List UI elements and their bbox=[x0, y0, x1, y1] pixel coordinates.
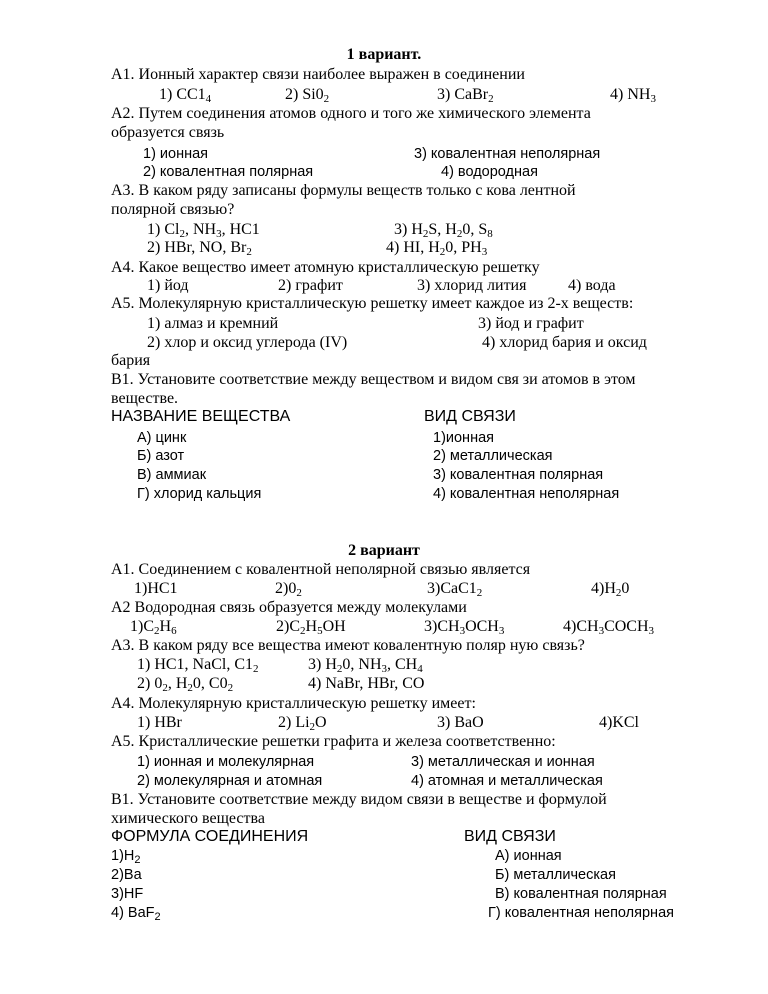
v2-a1-option-3: $3)СаС1_2$ bbox=[427, 580, 483, 599]
v2-a5-option-2: 2) молекулярная и атомная bbox=[137, 773, 323, 789]
v2-a5-option-1: 1) ионная и молекулярная bbox=[137, 754, 315, 770]
v1-a5-option-4-cont: бария bbox=[111, 352, 151, 369]
v1-a3-option-1: 1) $Cl_2$, $NH_3$, НС1 bbox=[147, 221, 260, 240]
v1-a1-option-1: 1) $СС1_4$ bbox=[159, 86, 212, 105]
v1-b1-right-1: 1)ионная bbox=[433, 430, 494, 446]
v1-a5-option-1: 1) алмаз и кремний bbox=[147, 315, 279, 332]
v2-a2-option-4: $4)CH_3COCH_3$ bbox=[563, 618, 655, 637]
v1-a2-option-3: 3) ковалентная неполярная bbox=[414, 146, 601, 162]
v1-a1-option-4: 4) $NH_3$ bbox=[610, 86, 656, 105]
v1-b1-header-right: ВИД СВЯЗИ bbox=[424, 408, 516, 425]
v2-b1-right-4: Г) ковалентная неполярная bbox=[488, 905, 674, 921]
v1-b1-question: В1. Установите соответствие между веществом и видом свя зи атомов в этом bbox=[111, 371, 636, 388]
v1-a5-option-2: 2) хлор и оксид углерода (IV) bbox=[147, 334, 348, 351]
v1-a1-option-2: 2) $Si0_2$ bbox=[285, 86, 330, 105]
v2-b1-question-cont: химического вещества bbox=[111, 810, 265, 827]
v2-a1-option-4: $4)Н_20$ bbox=[591, 580, 630, 599]
variant-2-title: 2 вариант bbox=[348, 542, 420, 559]
v2-b1-header-left: ФОРМУЛА СОЕДИНЕНИЯ bbox=[111, 828, 309, 845]
v1-b1-header-left: НАЗВАНИЕ ВЕЩЕСТВА bbox=[111, 408, 291, 425]
v1-a3-option-3: 3) $H_2S$, $H_20$, $S_8$ bbox=[394, 221, 493, 240]
v2-a3-option-1: 1) НС1, NaCl, $С1_2$ bbox=[137, 656, 259, 675]
v2-b1-right-3: В) ковалентная полярная bbox=[495, 886, 667, 902]
variant-1-title: 1 вариант. bbox=[346, 46, 422, 63]
v2-a5-question: А5. Кристаллические решетки графита и железа соответственно: bbox=[111, 733, 556, 750]
v1-a3-option-4: 4) HI, $H_20$, $PH_3$ bbox=[386, 239, 488, 258]
v2-b1-left-1: $1)H_2$ bbox=[111, 848, 141, 866]
v1-a4-option-4: 4) вода bbox=[568, 277, 616, 294]
v1-b1-right-2: 2) металлическая bbox=[433, 448, 553, 464]
v1-a2-option-1: 1) ионная bbox=[143, 146, 209, 162]
v2-a3-question: А3. В каком ряду все вещества имеют ковалентную поляр ную связь? bbox=[111, 637, 585, 654]
v1-b1-left-4: Г) хлорид кальция bbox=[137, 486, 262, 502]
v2-b1-header-right: ВИД СВЯЗИ bbox=[464, 828, 556, 845]
v1-a5-option-4: 4) хлорид бария и оксид bbox=[482, 334, 647, 351]
v2-a5-option-3: 3) металлическая и ионная bbox=[411, 754, 595, 770]
v2-b1-left-2: 2)Ba bbox=[111, 867, 142, 883]
v1-a2-question-cont: образуется связь bbox=[111, 124, 225, 141]
v2-a2-question: А2 Водородная связь образуется между молекулами bbox=[111, 599, 467, 616]
v1-a4-option-1: 1) йод bbox=[147, 277, 189, 294]
v2-a3-option-3: 3) $Н_20$, $NH_3$, $СН_4$ bbox=[308, 656, 423, 675]
v2-a4-option-2: 2) $Li_2O$ bbox=[278, 714, 327, 733]
v1-a3-question-cont: полярной связью? bbox=[111, 201, 235, 218]
v2-a1-question: А1. Соединением с ковалентной неполярной связью является bbox=[111, 561, 531, 578]
v1-b1-right-4: 4) ковалентная неполярная bbox=[433, 486, 620, 502]
v1-a4-option-3: 3) хлорид лития bbox=[417, 277, 527, 294]
v2-b1-right-2: Б) металлическая bbox=[495, 867, 616, 883]
v1-a1-option-3: 3) СаВr$_2$ bbox=[437, 86, 494, 105]
v1-b1-left-3: В) аммиак bbox=[137, 467, 207, 483]
v2-a2-option-3: $3)CH_3OCH_3$ bbox=[424, 618, 505, 637]
v1-b1-right-3: 3) ковалентная полярная bbox=[433, 467, 604, 483]
v2-a4-option-3: 3) BaO bbox=[437, 714, 484, 731]
v1-a5-question: А5. Молекулярную кристаллическую решетку имеет каждое из 2-х веществ: bbox=[111, 295, 634, 312]
v2-a1-option-2: $2)0_2$ bbox=[275, 580, 302, 599]
v2-a1-option-1: 1)НС1 bbox=[134, 580, 178, 597]
v1-a1-question: А1. Ионный характер связи наиболее выражен в соединении bbox=[111, 66, 525, 83]
v1-b1-question-cont: веществе. bbox=[111, 390, 179, 407]
v1-b1-left-1: А) цинк bbox=[137, 430, 187, 446]
v1-a3-question: А3. В каком ряду записаны формулы веществ только с кова лентной bbox=[111, 182, 576, 199]
v2-a4-option-1: 1) HBr bbox=[137, 714, 182, 731]
v1-a4-option-2: 2) графит bbox=[278, 277, 343, 294]
v1-a5-option-3: 3) йод и графит bbox=[478, 315, 584, 332]
v2-a3-option-4: 4) NaBr, HBr, CO bbox=[308, 675, 425, 692]
v1-b1-left-2: Б) азот bbox=[137, 448, 185, 464]
v1-a4-question: А4. Какое вещество имеет атомную кристаллическую решетку bbox=[111, 259, 540, 276]
v2-a2-option-1: $1)C_2H_6$ bbox=[130, 618, 177, 637]
v2-b1-left-4: 4) BaF$_2$ bbox=[111, 905, 161, 923]
v1-a2-question: А2. Путем соединения атомов одного и того же химического элемента bbox=[111, 105, 591, 122]
v1-a2-option-2: 2) ковалентная полярная bbox=[143, 164, 314, 180]
v2-b1-right-1: А) ионная bbox=[495, 848, 562, 864]
v2-a3-option-2: 2) $0_2$, $Н_20$, $С0_2$ bbox=[137, 675, 234, 694]
v2-a2-option-2: $2)C_2H_5OH$ bbox=[276, 618, 346, 637]
v2-a5-option-4: 4) атомная и металлическая bbox=[411, 773, 603, 789]
v1-a3-option-2: 2) HBr, NO, $Br_2$ bbox=[147, 239, 252, 258]
v1-a2-option-4: 4) водородная bbox=[441, 164, 538, 180]
v2-a4-option-4: 4)KCl bbox=[599, 714, 639, 731]
v2-b1-question: В1. Установите соответствие между видом связи в веществе и формулой bbox=[111, 791, 607, 808]
v2-b1-left-3: 3)HF bbox=[111, 886, 144, 902]
v2-a4-question: А4. Молекулярную кристаллическую решетку имеет: bbox=[111, 695, 476, 712]
